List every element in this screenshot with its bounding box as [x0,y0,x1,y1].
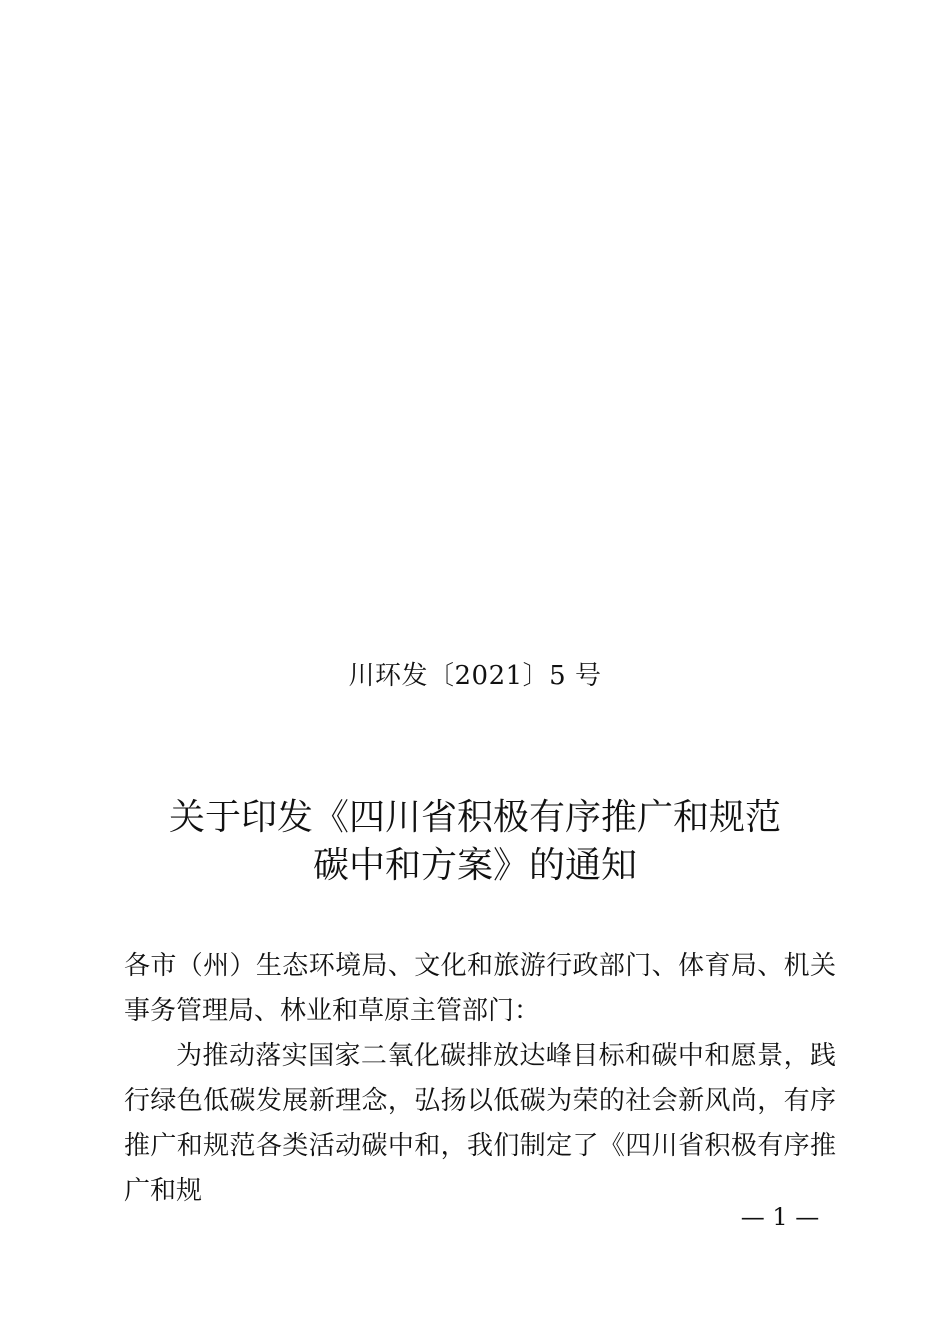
document-number: 川环发〔2021〕5 号 [348,661,602,691]
page-number: — 1 — [740,1203,820,1231]
addressee-paragraph: 各市（州）生态环境局、文化和旅游行政部门、体育局、机关事务管理局、林业和草原主管部门： [124,951,836,1026]
document-title [0,794,950,890]
document-title-line-1: 关于印发《四川省积极有序推广和规范 [168,797,781,838]
document-body [124,944,836,1214]
document-title-line-2: 碳中和方案》的通知 [312,845,637,886]
body-paragraph: 为推动落实国家二氧化碳排放达峰目标和碳中和愿景，践行绿色低碳发展新理念，弘扬以低碳为荣的社会新风尚，有序推广和规范各类活动碳中和，我们制定了《四川省积极有序推广和规 [124,1041,836,1206]
